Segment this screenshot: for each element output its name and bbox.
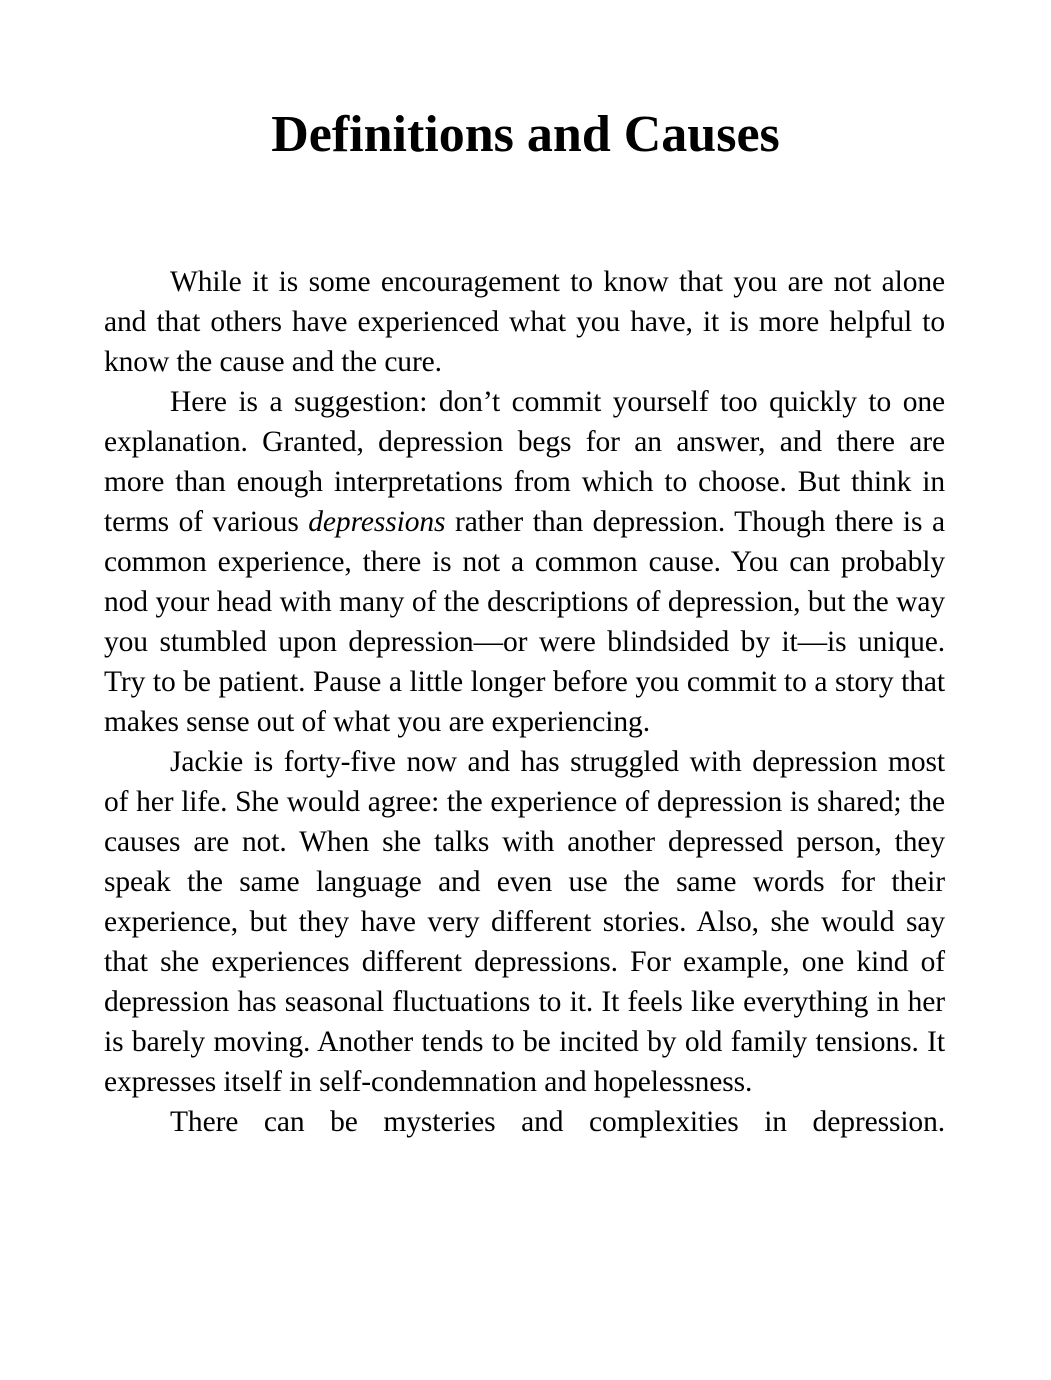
paragraph-1: While it is some encouragement to know that you are not alone and that others have experienced what you have, it is more helpful to know the cause and the cure.: [104, 266, 945, 378]
paragraph-2-text-after: rather than depression. Though there is a common experience, there is not a common cause. You can probably nod your head with many of the descriptions of depression, but the way you stumbled upon depression—or were blindsided by it—is unique. Try to be patient. Pause a little longer before you commit to a story that makes sense out of what you are experiencing.: [104, 506, 945, 738]
body-text: [104, 262, 945, 1142]
emphasis-depressions: depressions: [308, 506, 446, 538]
paragraph-2: [104, 382, 945, 742]
paragraph-2-text-before: Here is a suggestion: don’t commit yourself too quickly to one explanation. Granted, depression begs for an answer, and there are more than enough interpretations from which to choose. But think in terms of various: [104, 386, 945, 538]
paragraph-4: There can be mysteries and complexities in depression.: [170, 1106, 945, 1138]
paragraph-3: Jackie is forty-five now and has struggled with depression most of her life. She would agree: the experience of depression is shared; the causes are not. When she talks with another depressed person, they speak the same language and even use the same words for their experience, but they have very different stories. Also, she would say that she experiences different depressions. For example, one kind of depression has seasonal fluctuations to it. It feels like everything in her is barely moving. Another tends to be incited by old family tensions. It expresses itself in self-condemnation and hopelessness.: [104, 746, 945, 1098]
page-title: Definitions and Causes: [271, 106, 780, 163]
